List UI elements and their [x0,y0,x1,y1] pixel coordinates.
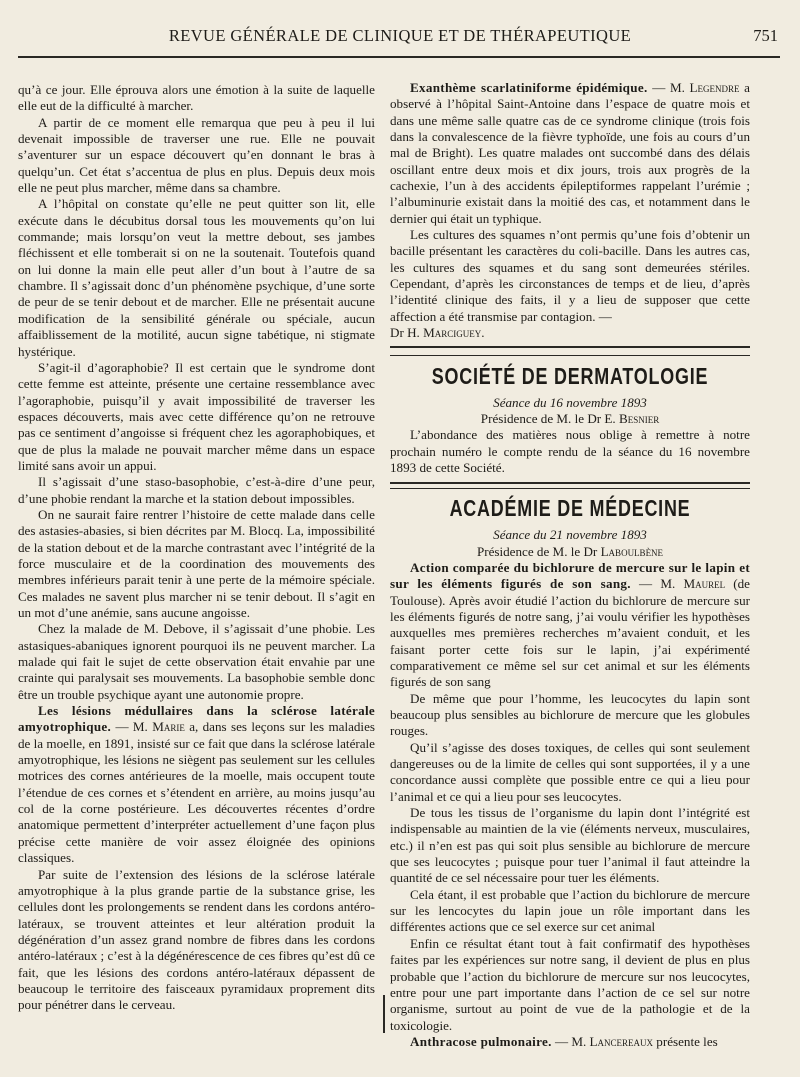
running-header [18,26,782,50]
author-name: Legendre [689,80,740,95]
article-title: Action comparée du bichlorure de mercure sur le lapin et sur les éléments figurés de son sang. [390,559,750,592]
paragraph: S’agit-il d’agoraphobie? Il est certain que le syndrome dont cette femme est atteinte, présente une certaine ressemblance avec l’agoraphobie, puisqu’il y avait impossibilité de traverser les espaces découverts, mais avec cette différence qu’on ne retrouve pas ce sentiment d’angoisse si fréquent chez les agoraphobiques, et que de plus la malade ne pouvait marcher même dans un espace limité sans avoir un appui. [18,359,375,473]
signature: Dr H. Marciguey. [390,325,485,341]
paragraph: On ne saurait faire rentrer l’histoire de cette malade dans celle des astasies-abasies, si bien décrites par M. Blocq. La, impossibilité de la station debout et de la marche contrastant avec l’intégrité de la force musculaire et de la coordination des mouvements des membres inférieurs parait tenir à une perte de la mémoire spéciale. Ces malades ne savent plus marcher ni se tenir debout. Il s’agit en un mot d’une anémie, sans aucune angoisse. [18,506,375,620]
article-paragraph: Exanthème scarlatiniforme épidémique. — M. Legendre a observé à l’hôpital Saint-Antoine dans l’espace de quatre mois et dans une même salle quatre cas de ce syndrome clinique (trois fois dans la convalescence de la fièvre typhoïde, une fois au cours d’un mal de Bright). Les quatre malades ont succombé dans des délais oscillant entre deux mois et dix jours, trois aux progrès de la cachexie, l’un à des accidents épileptiformes rappelant l’urémie ; l’albuminurie existait dans la moitié des cas, et notamment dans le dernier qui était un typhique. [390,80,750,226]
article-title: Anthracose pulmonaire. [410,1033,552,1049]
paragraph: Les cultures des squames n’ont permis qu’une fois d’obtenir un bacille présentant les caractères du coli-bacille. Dans les autres cas, les cultures des squames et du sang sont demeurées stériles. Cependant, d’après les circonstances de temps et de lieu, d’après l’identité clinique des faits, il y a lieu de supposer que cette affection a été transmise par contagion. — [390,227,750,324]
presidency: Présidence de M. le Dr Laboulbène [476,543,664,559]
author-name: Lancereaux [589,1033,654,1049]
paragraph: Cela étant, il est probable que l’action du bichlorure de mercure sur les lencocytes du lapin joue un rôle important dans les différentes actions que ce sel exerce sur cet animal [390,886,750,935]
article-paragraph: Les lésions médullaires dans la sclérose latérale amyotrophique. — M. Marie a, dans ses leçons sur les maladies de la moelle, en 1891, insisté sur ce fait que dans la sclérose latérale amyotrophique, les lésions ne siègent pas seulement sur les cellules motrices des cornes antérieures de la moelle, mais occupent toute l’étendue de ces cornes et s’étendent en arrière, au moins jusqu’au col de la corne postérieure. Les découvertes récentes d’ordre anatomique permettent d’interpréter actuellement d’une façon plus précise cette manière de voir assez éloignée des opinions classiques. [18,703,375,866]
paragraph: qu’à ce jour. Elle éprouva alors une émotion à la suite de laquelle elle eut de la difficulté à marcher. [18,82,375,114]
section-title-dermatologie: SOCIÉTÉ DE DERMATOLOGIE [431,362,709,389]
paragraph: Qu’il s’agisse des doses toxiques, de celles qui sont seulement dangereuses ou de la limite de celles qui sont supportées, il y a une concordance aussi complète que possible entre ce qui a lieu pour l’animal et ce qui a lieu pour ses leucocytes. [390,739,750,804]
paragraph: L’abondance des matières nous oblige à remettre à notre prochain numéro le compte rendu de la séance du 16 novembre 1893 de cette Société. [390,427,750,475]
article-title: Exanthème scarlatiniforme épidémique. [410,80,648,95]
paragraph: A partir de ce moment elle remarqua que peu à peu il lui devenait impossible de traverser une rue. Elle ne pouvait s’aventurer sur un espace découvert qu’en donnant le bras à quelqu’un. Cet état s’accentua de plus en plus. Depuis deux mois elle ne peut plus marcher, même dans sa chambre. [18,114,375,196]
header-rule [18,56,780,58]
article-title: Les lésions médullaires dans la sclérose latérale amyotrophique. [18,703,375,735]
paragraph: Enfin ce résultat étant tout à fait confirmatif des hypothèses faites par les expériences sur notre sang, il devient de plus en plus probable que l’action du bichlorure de mercure sur nos leucocytes, entre pour une part importante dans l’action de ce sel sur notre organisme, surtout au point de vue de la pathologie et de la toxicologie. [390,935,750,1033]
session-date: Séance du 16 novembre 1893 [493,394,647,410]
article-paragraph: Action comparée du bichlorure de mercure sur le lapin et sur les éléments figurés de son sang. — M. Maurel (de Toulouse). Après avoir étudié l’action du bichlorure de mercure sur les éléments figurés de notre sang, j’ai voulu vérifier les hypothèses auxquelles mes premières recherches m’avaient conduit, et les faisant porter cette fois sur le lapin, j’ai expérimenté comparativement ce même sel sur cet animal et sur les éléments figurés de son sang [390,559,750,690]
session-date: Séance du 21 novembre 1893 [493,527,647,543]
paragraph: Chez la malade de M. Debove, il s’agissait d’une phobie. Les astasiques-abaniques ignorent pourquoi ils ne peuvent marcher. La malade qui fait le sujet de cette observation était envahie par une crainte qui paralysait ses mouvements. La basophobie semble donc être un trouble psychique ayant une autonomie propre. [18,621,375,702]
presidency: Présidence de M. le Dr E. Besnier [480,410,660,426]
paragraph: A l’hôpital on constate qu’elle ne peut quitter son lit, elle exécute dans le décubitus dorsal tous les mouvements qu’on lui commande; mais lorsqu’on veut la mettre debout, ses jambes fléchissent et elle tomberait si on ne la soutenait. Toutefois quand on lui donne la main elle peut aller d’un bout à l’autre de sa chambre. Il s’agissait donc d’un phénomène psychique, d’une sorte de peur de se tenir debout et de marcher. Elle ne présentait aucune modification de la sensibilité générale ou spéciale, aucun affaiblissement de la motilité, aucun signe tabétique, ni stigmate hystérique. [18,196,375,359]
right-column [390,80,750,1050]
paragraph: De tous les tissus de l’organisme du lapin dont l’intégrité est indispensable au maintien de la vie (éléments nerveux, musculaires, etc.) il n’en est pas qui soit plus sensible au bichlorure de mercure que ses leucocytes ; puisque pour tuer l’animal il faut atteindre la quantité de ce sel nécessaire pour tuer les éléments. [390,805,750,886]
article-paragraph: Anthracose pulmonaire. — M. Lancereaux présente les [410,1033,718,1049]
author-name: Maurel [683,576,726,592]
column-divider [383,995,385,1033]
paragraph: Par suite de l’extension des lésions de la sclérose latérale amyotrophique à la plus grande partie de la substance grise, les cellules dont les prolongements se rendent dans les cordons antéro-latéraux, se trouvent atteintes et leur altération produit la dégénération d’un assez grand nombre de fibres dans les cordons antéro-latéraux ; c’est à la dégénérescence de ces fibres qu’est dû ce fait, que les lésions des cordons antéro-latéraux dépassent de beaucoup le territoire des faisceaux pyramidaux proprement dits pour pénétrer dans le cerveau. [18,866,375,1013]
paragraph: De même que pour l’homme, les leucocytes du lapin sont beaucoup plus sensibles au bichlorure de mercure que les globules rouges. [390,690,750,739]
section-title-academie: ACADÉMIE DE MÉDECINE [449,495,691,522]
section-rule [390,346,750,356]
journal-title: REVUE GÉNÉRALE DE CLINIQUE ET DE THÉRAPEUTIQUE [168,26,632,45]
section-rule [390,482,750,489]
paragraph: Il s’agissait d’une staso-basophobie, c’est-à-dire d’une peur, d’une phobie rendant la marche et la station debout impossibles. [18,474,375,506]
page-number: 751 [753,26,778,45]
author-name: Marie [152,719,185,735]
left-column [18,82,375,1014]
